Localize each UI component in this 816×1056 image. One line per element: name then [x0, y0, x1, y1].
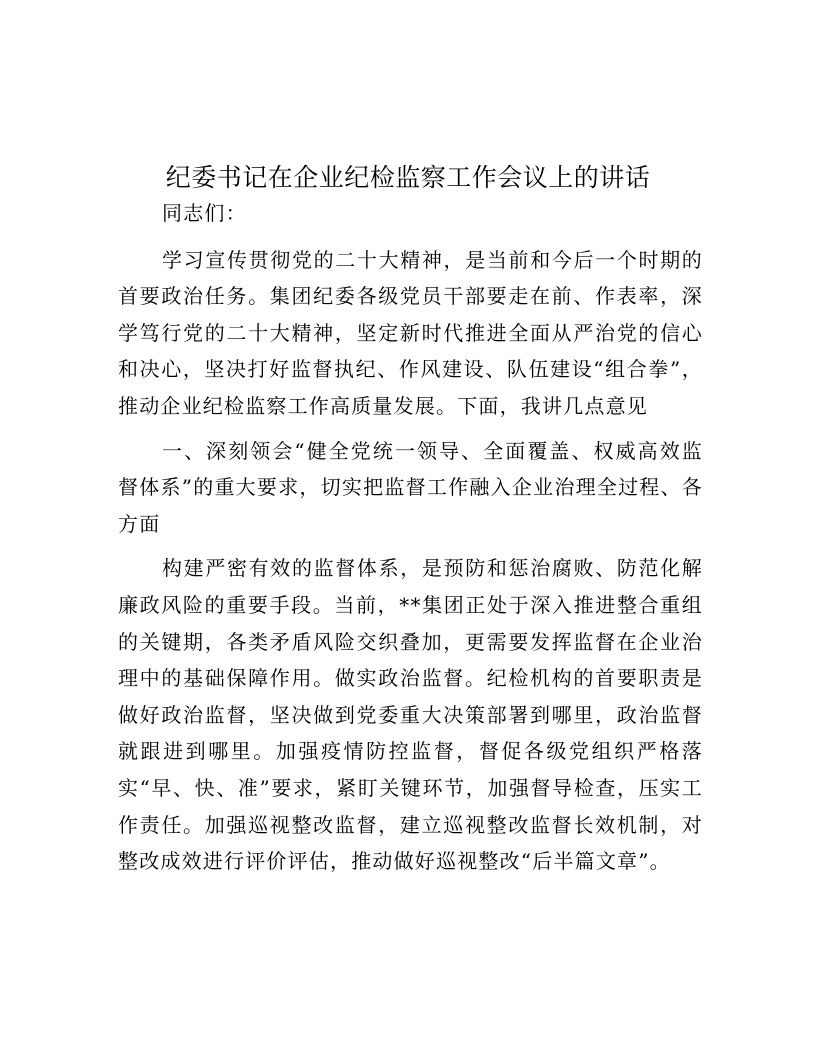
document-title: 纪委书记在企业纪检监察工作会议上的讲话 — [165, 162, 651, 192]
section-heading-1: 一、深刻领会“健全党统一领导、全面覆盖、权威高效监督体系”的重大要求，切实把监督工作融入企业治理全过程、各方面 — [118, 438, 703, 536]
paragraph-section-1: 构建严密有效的监督体系，是预防和惩治腐败、防范化解廉政风险的重要手段。当前，**集团正处于深入推进整合重组的关键期，各类矛盾风险交织叠加，更需要发挥监督在企业治理中的基础保障作用。做实政治监督。纪检机构的首要职责是做好政治监督，坚决做到党委重大决策部署到哪里，政治监督就跟进到哪里。加强疫情防控监督，督促各级党组织严格落实“早、快、准”要求，紧盯关键环节，加强督导检查，压实工作责任。加强巡视整改监督，建立巡视整改监督长效机制，对整改成效进行评价评估，推动做好巡视整改“后半篇文章”。 — [118, 556, 703, 874]
paragraph-intro: 学习宣传贯彻党的二十大精神，是当前和今后一个时期的首要政治任务。集团纪委各级党员干部要走在前、作表率，深学笃行党的二十大精神，坚定新时代推进全面从严治党的信心和决心，坚决打好监督执纪、作风建设、队伍建设“组合拳”，推动企业纪检监察工作高质量发展。下面，我讲几点意见 — [118, 247, 703, 418]
document-body — [118, 195, 703, 888]
salutation: 同志们： — [162, 201, 247, 225]
